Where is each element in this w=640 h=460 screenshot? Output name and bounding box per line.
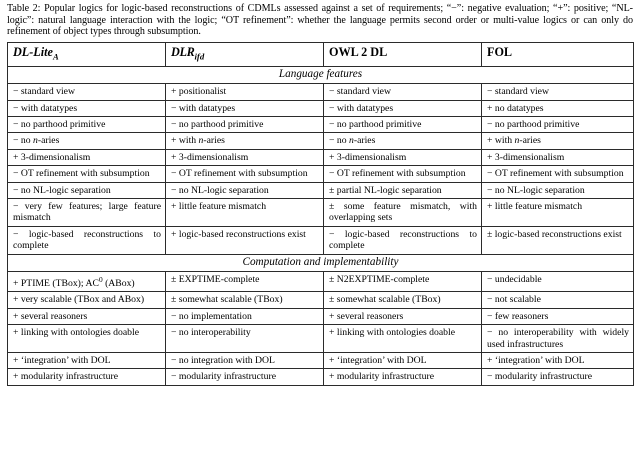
table-caption: Table 2: Popular logics for logic-based reconstructions of CDMLs assessed against a set of requirements; “−”: negative evaluation; “+”: positive; “NL-logic”: natural language interaction with the logic; “OT refinement”: whether the language permits second order or multi-value logics or can only do refinement of object types through subsumption. (7, 3, 633, 38)
table-cell: − no NL-logic separation (8, 182, 166, 198)
table-cell: − OT refinement with subsumption (482, 166, 634, 182)
table-row (8, 84, 634, 100)
column-header-dl-lite-a-text: DL-Lite (13, 44, 53, 59)
table-row (8, 369, 634, 385)
column-header-dl-lite-a-subscript: A (52, 51, 59, 62)
table-cell: + modularity infrastructure (8, 369, 166, 385)
table-cell: + with n-aries (166, 133, 324, 149)
column-header-owl-2-dl: OWL 2 DL (324, 42, 482, 66)
table-cell: + 3-dimensionalism (482, 149, 634, 165)
column-header-dlr-ifd-subscript: ifd (194, 51, 205, 62)
table-cell: − few reasoners (482, 308, 634, 324)
table-row (8, 226, 634, 254)
table-cell: − OT refinement with subsumption (166, 166, 324, 182)
table-row (8, 325, 634, 353)
table-cell: − no integration with DOL (166, 352, 324, 368)
column-header-dl-lite-a (8, 42, 166, 66)
table-cell: + with n-aries (482, 133, 634, 149)
table-row (8, 149, 634, 165)
table-cell: − no parthood primitive (324, 117, 482, 133)
table-row (8, 271, 634, 292)
table-cell: + ‘integration’ with DOL (482, 352, 634, 368)
table-cell: − no interoperability (166, 325, 324, 353)
table-cell: + linking with ontologies doable (324, 325, 482, 353)
table-cell: + little feature mismatch (482, 199, 634, 227)
table-cell: − logic-based reconstructions to complete (8, 226, 166, 254)
table-cell: − undecidable (482, 271, 634, 292)
table-row (8, 182, 634, 198)
table-cell: + 3-dimensionalism (8, 149, 166, 165)
table-cell: − very few features; large feature mismatch (8, 199, 166, 227)
table-cell: − logic-based reconstructions to complete (324, 226, 482, 254)
table-cell: − no NL-logic separation (166, 182, 324, 198)
section-title: Language features (8, 67, 634, 84)
table-row (8, 166, 634, 182)
table-cell: − not scalable (482, 292, 634, 308)
table-cell: ± partial NL-logic separation (324, 182, 482, 198)
table-cell: + ‘integration’ with DOL (8, 352, 166, 368)
table-cell: + 3-dimensionalism (324, 149, 482, 165)
table-cell: ± somewhat scalable (TBox) (324, 292, 482, 308)
table-body (8, 67, 634, 386)
table-cell: + positionalist (166, 84, 324, 100)
table-cell: + PTIME (TBox); $AC^0$ (ABox) (8, 271, 166, 292)
table-cell: + modularity infrastructure (324, 369, 482, 385)
table-cell: + logic-based reconstructions exist (166, 226, 324, 254)
table-cell: − standard view (8, 84, 166, 100)
section-header-row (8, 67, 634, 84)
table-header (8, 42, 634, 66)
table-header-row (8, 42, 634, 66)
table-cell: − no parthood primitive (166, 117, 324, 133)
table-cell: − no n-aries (8, 133, 166, 149)
table-row (8, 352, 634, 368)
table-cell: − with datatypes (324, 100, 482, 116)
table-row (8, 292, 634, 308)
table-cell: − standard view (324, 84, 482, 100)
table-cell: ± logic-based reconstructions exist (482, 226, 634, 254)
table-row (8, 117, 634, 133)
column-header-dlr-ifd-text: DLR (171, 44, 195, 59)
comparison-table (7, 42, 634, 386)
table-row (8, 199, 634, 227)
table-cell: − modularity infrastructure (166, 369, 324, 385)
table-cell: + no datatypes (482, 100, 634, 116)
section-header-row (8, 254, 634, 271)
table-cell: − modularity infrastructure (482, 369, 634, 385)
section-title: Computation and implementability (8, 254, 634, 271)
table-cell: − OT refinement with subsumption (324, 166, 482, 182)
table-cell: − no interoperability with widely used infrastructures (482, 325, 634, 353)
column-header-fol: FOL (482, 42, 634, 66)
table-cell: − with datatypes (166, 100, 324, 116)
table-cell: + 3-dimensionalism (166, 149, 324, 165)
table-row (8, 308, 634, 324)
table-cell: − OT refinement with subsumption (8, 166, 166, 182)
table-row (8, 133, 634, 149)
table-cell: − with datatypes (8, 100, 166, 116)
table-cell: − no n-aries (324, 133, 482, 149)
table-cell: − standard view (482, 84, 634, 100)
table-cell: + several reasoners (324, 308, 482, 324)
table-cell: + linking with ontologies doable (8, 325, 166, 353)
table-cell: ± EXPTIME-complete (166, 271, 324, 292)
table-cell: − no parthood primitive (482, 117, 634, 133)
table-cell: + very scalable (TBox and ABox) (8, 292, 166, 308)
column-header-dlr-ifd (166, 42, 324, 66)
table-cell: − no NL-logic separation (482, 182, 634, 198)
table-cell: + ‘integration’ with DOL (324, 352, 482, 368)
table-cell: + several reasoners (8, 308, 166, 324)
table-cell: ± some feature mismatch, with overlapping sets (324, 199, 482, 227)
table-cell: + little feature mismatch (166, 199, 324, 227)
table-cell: ± N2EXPTIME-complete (324, 271, 482, 292)
table-row (8, 100, 634, 116)
table-cell: − no implementation (166, 308, 324, 324)
table-cell: − no parthood primitive (8, 117, 166, 133)
table-cell: ± somewhat scalable (TBox) (166, 292, 324, 308)
